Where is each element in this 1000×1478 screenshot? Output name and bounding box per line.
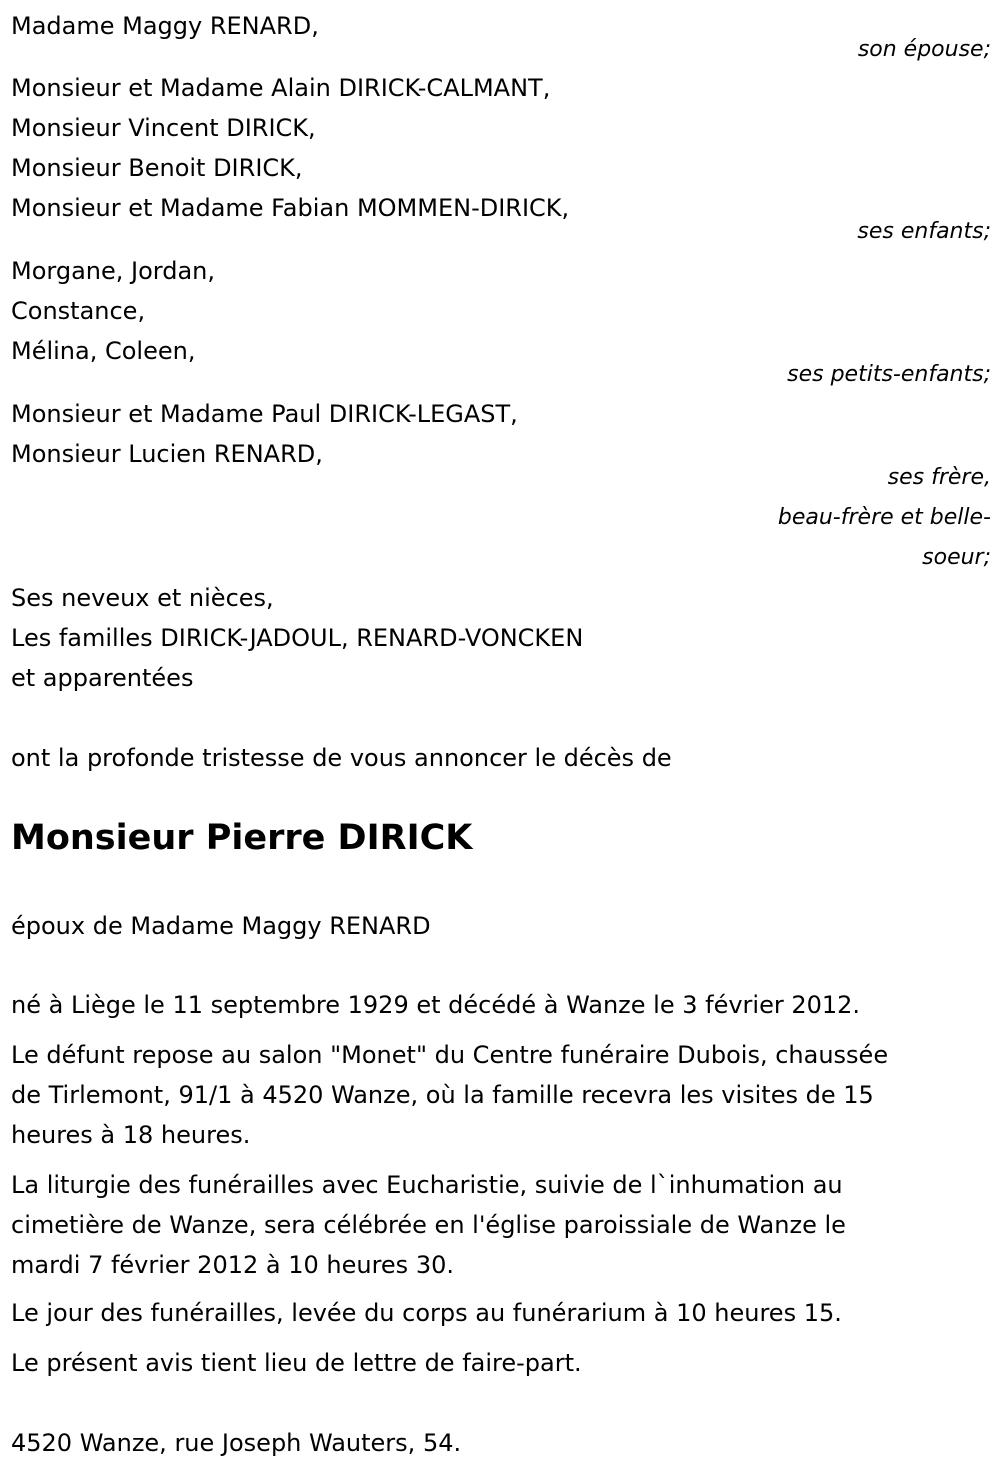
child-name: Monsieur et Madame Fabian MOMMEN-DIRICK, [11,194,570,222]
child-name: Monsieur Benoit DIRICK, [11,154,303,182]
birth-death-dates: né à Liège le 11 septembre 1929 et décédé à Wanze le 3 février 2012. [11,991,861,1019]
other-relatives-section [11,578,991,698]
departure-text: Le jour des funérailles, levée du corps au funérarium à 10 heures 15. [11,1299,842,1327]
siblings-role-line: ses frère, [887,465,991,490]
announcement-text: ont la profonde tristesse de vous annoncer le décès de [11,744,672,772]
spouse-name: Madame Maggy RENARD, [11,12,319,40]
visitation-paragraph [11,1035,991,1155]
visitation-line: Le défunt repose au salon "Monet" du Centre funéraire Dubois, chaussée [11,1041,889,1069]
siblings-role [11,458,991,578]
child-name: Monsieur et Madame Alain DIRICK-CALMANT, [11,74,551,102]
relatives-line: et apparentées [11,664,194,692]
deceased-spouse-of: époux de Madame Maggy RENARD [11,912,431,940]
relatives-line: Les familles DIRICK-JADOUL, RENARD-VONCKEN [11,624,584,652]
grandchild-name: Mélina, Coleen, [11,337,196,365]
grandchildren-section [11,251,991,371]
liturgy-line: La liturgie des funérailles avec Eucharistie, suivie de l`inhumation au [11,1171,843,1199]
grandchildren-role: ses petits-enfants; [787,362,991,387]
liturgy-line: cimetière de Wanze, sera célébrée en l'église paroissiale de Wanze le [11,1211,846,1239]
spouse-role: son épouse; [857,37,991,62]
sibling-name: Monsieur Lucien RENARD, [11,440,323,468]
grandchild-name: Constance, [11,297,146,325]
notice-text: Le présent avis tient lieu de lettre de faire-part. [11,1349,582,1377]
children-role: ses enfants; [857,219,991,244]
children-section [11,68,991,228]
visitation-line: heures à 18 heures. [11,1121,251,1149]
relatives-line: Ses neveux et nièces, [11,584,274,612]
liturgy-paragraph [11,1165,991,1285]
siblings-role-line: beau-frère et belle- [777,505,991,530]
sibling-name: Monsieur et Madame Paul DIRICK-LEGAST, [11,400,518,428]
family-address: 4520 Wanze, rue Joseph Wauters, 54. [11,1429,462,1457]
grandchild-name: Morgane, Jordan, [11,257,215,285]
visitation-line: de Tirlemont, 91/1 à 4520 Wanze, où la famille recevra les visites de 15 [11,1081,874,1109]
liturgy-line: mardi 7 février 2012 à 10 heures 30. [11,1251,454,1279]
child-name: Monsieur Vincent DIRICK, [11,114,316,142]
siblings-role-line: soeur; [922,545,991,570]
deceased-name: Monsieur Pierre DIRICK [11,818,473,858]
